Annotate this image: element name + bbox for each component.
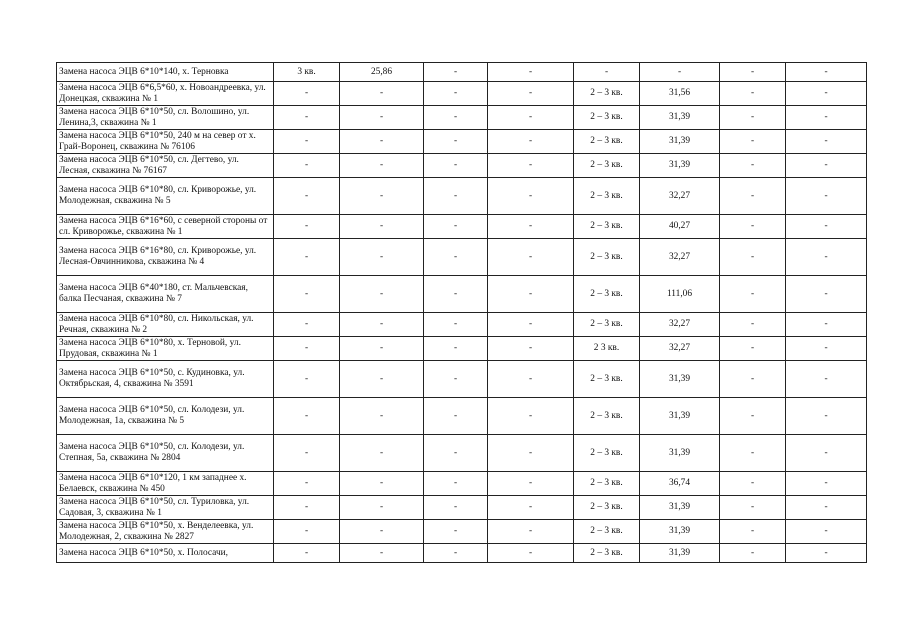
table-cell: 31,39 [640,435,720,472]
table-row [57,215,867,239]
table-cell: 2 – 3 кв. [574,313,640,337]
table-cell: - [786,472,867,496]
table-cell: - [488,435,574,472]
table-cell: 31,39 [640,496,720,520]
table-cell: - [274,472,340,496]
table-row [57,154,867,178]
table-cell: - [786,520,867,544]
table-cell: - [340,106,424,130]
row-description: Замена насоса ЭЦВ 6*10*50, 240 м на север от х. Грай-Воронец, скважина № 76106 [57,130,274,154]
table-cell: - [488,472,574,496]
table-cell: - [274,313,340,337]
table-row [57,178,867,215]
table-cell: - [274,361,340,398]
table-cell: - [786,106,867,130]
table-cell: - [340,154,424,178]
table-cell: - [786,82,867,106]
table-cell: - [786,276,867,313]
table-cell: - [786,544,867,563]
table-cell: - [424,106,488,130]
table-cell: - [274,398,340,435]
table-cell: 2 – 3 кв. [574,154,640,178]
table-row [57,106,867,130]
table-cell: - [424,239,488,276]
row-description: Замена насоса ЭЦВ 6*10*80, сл. Никольская, ул. Речная, скважина № 2 [57,313,274,337]
table-cell: 3 кв. [274,63,340,82]
row-description: Замена насоса ЭЦВ 6*10*50, сл. Туриловка, ул. Садовая, 3, скважина № 1 [57,496,274,520]
table-cell: - [274,215,340,239]
table-cell: - [424,337,488,361]
table-cell: - [340,313,424,337]
table-row [57,398,867,435]
table-cell: - [786,313,867,337]
table-row [57,520,867,544]
table-cell: - [424,361,488,398]
row-description: Замена насоса ЭЦВ 6*40*180, ст. Мальчевская, балка Песчаная, скважина № 7 [57,276,274,313]
table-cell: - [424,398,488,435]
table-cell: - [786,63,867,82]
table-cell: 32,27 [640,313,720,337]
row-description: Замена насоса ЭЦВ 6*10*140, х. Терновка [57,63,274,82]
table-cell: - [720,496,786,520]
table-cell: - [274,544,340,563]
table-cell: - [786,215,867,239]
row-description: Замена насоса ЭЦВ 6*10*50, сл. Волошино, ул. Ленина,3, скважина № 1 [57,106,274,130]
table-cell: - [274,82,340,106]
table-cell: - [786,337,867,361]
table-cell: - [274,496,340,520]
table-cell: 2 – 3 кв. [574,496,640,520]
table-cell: - [720,435,786,472]
table-cell: - [720,154,786,178]
table-cell: - [720,276,786,313]
table-cell: - [340,496,424,520]
table-cell: - [720,130,786,154]
table-cell: - [720,239,786,276]
table-cell: - [488,63,574,82]
table-cell: - [340,178,424,215]
table-cell: - [424,130,488,154]
table-cell: - [488,313,574,337]
table-cell: - [720,398,786,435]
table-cell: - [786,154,867,178]
row-description: Замена насоса ЭЦВ 6*16*60, с северной стороны от сл. Криворожье, скважина № 1 [57,215,274,239]
table-cell: - [488,178,574,215]
table-row [57,82,867,106]
table-cell: - [720,361,786,398]
table-cell: 2 – 3 кв. [574,398,640,435]
table-cell: - [720,544,786,563]
row-description: Замена насоса ЭЦВ 6*10*50, х. Венделеевка, ул. Молодежная, 2, скважина № 2827 [57,520,274,544]
table-cell: 31,39 [640,106,720,130]
table-cell: - [424,63,488,82]
table-cell: 32,27 [640,178,720,215]
table-cell: 2 – 3 кв. [574,82,640,106]
table-cell: - [720,106,786,130]
row-description: Замена насоса ЭЦВ 6*10*50, сл. Колодези, ул. Молодежная, 1а, скважина № 5 [57,398,274,435]
row-description: Замена насоса ЭЦВ 6*10*50, с. Кудиновка, ул. Октябрьская, 4, скважина № 3591 [57,361,274,398]
table-cell: - [424,215,488,239]
row-description: Замена насоса ЭЦВ 6*16*80, сл. Криворожье, ул. Лесная-Овчинникова, скважина № 4 [57,239,274,276]
table-cell: - [786,361,867,398]
table-row [57,361,867,398]
table-cell: - [424,496,488,520]
table-cell: - [720,337,786,361]
table-cell: - [424,313,488,337]
table-cell: - [488,520,574,544]
table-cell: - [424,544,488,563]
table-cell: 2 – 3 кв. [574,276,640,313]
table-cell: 2 – 3 кв. [574,106,640,130]
row-description: Замена насоса ЭЦВ 6*10*120, 1 км западнее х. Белаевск, скважина № 450 [57,472,274,496]
table-cell: 2 – 3 кв. [574,178,640,215]
table-cell: - [274,435,340,472]
table-cell: 2 3 кв. [574,337,640,361]
table-cell: - [786,239,867,276]
table-cell: - [786,496,867,520]
table-cell: - [488,276,574,313]
table-cell: - [720,178,786,215]
table-cell: 2 – 3 кв. [574,361,640,398]
row-description: Замена насоса ЭЦВ 6*10*50, сл. Дегтево, ул. Лесная, скважина № 76167 [57,154,274,178]
table-cell: - [786,178,867,215]
row-description: Замена насоса ЭЦВ 6*10*80, сл. Криворожье, ул. Молодежная, скважина № 5 [57,178,274,215]
table-cell: - [488,337,574,361]
table-cell: - [424,82,488,106]
table-cell: - [424,435,488,472]
table-cell: - [640,63,720,82]
table-cell: 2 – 3 кв. [574,544,640,563]
table-cell: 36,74 [640,472,720,496]
table-cell: 31,39 [640,398,720,435]
table-row [57,496,867,520]
table-cell: - [720,215,786,239]
table-cell: - [488,106,574,130]
table-cell: - [786,435,867,472]
table-row [57,276,867,313]
table-cell: 25,86 [340,63,424,82]
table-cell: - [488,82,574,106]
table-cell: - [274,154,340,178]
table-cell: 31,39 [640,130,720,154]
table-cell: - [340,130,424,154]
table-cell: - [720,472,786,496]
table-cell: 32,27 [640,337,720,361]
table-cell: - [720,520,786,544]
table-cell: - [274,276,340,313]
table-cell: 2 – 3 кв. [574,215,640,239]
row-description: Замена насоса ЭЦВ 6*10*50, сл. Колодези, ул. Степная, 5а, скважина № 2804 [57,435,274,472]
table-cell: 2 – 3 кв. [574,472,640,496]
table-cell: 111,06 [640,276,720,313]
table-row [57,313,867,337]
table-cell: - [488,544,574,563]
table-cell: 31,39 [640,520,720,544]
table-cell: - [340,544,424,563]
table-cell: 32,27 [640,239,720,276]
table-cell: - [274,239,340,276]
table-cell: - [340,276,424,313]
table-row [57,337,867,361]
pump-replacement-table [56,62,867,563]
table-row [57,472,867,496]
table-cell: - [424,520,488,544]
row-description: Замена насоса ЭЦВ 6*10*50, х. Полосачи, [57,544,274,563]
table-cell: - [340,398,424,435]
table-row [57,63,867,82]
table-cell: - [274,337,340,361]
table-cell: - [274,130,340,154]
table-cell: - [424,178,488,215]
table-cell: - [340,435,424,472]
table-cell: 40,27 [640,215,720,239]
table-cell: - [786,398,867,435]
table-cell: - [720,63,786,82]
table-cell: 31,39 [640,544,720,563]
table-cell: - [424,154,488,178]
table-cell: - [488,215,574,239]
table-cell: - [340,361,424,398]
table-cell: - [424,472,488,496]
table-cell: - [488,361,574,398]
table-cell: - [274,106,340,130]
table-cell: 31,39 [640,154,720,178]
table-cell: - [340,82,424,106]
row-description: Замена насоса ЭЦВ 6*10*80, х. Терновой, ул. Прудовая, скважина № 1 [57,337,274,361]
table-cell: 2 – 3 кв. [574,520,640,544]
table-cell: - [340,239,424,276]
table-cell: - [340,520,424,544]
table-cell: - [720,313,786,337]
table-cell: - [274,178,340,215]
table-cell: - [488,398,574,435]
table-cell: - [274,520,340,544]
table-cell: - [340,337,424,361]
table-cell: - [340,215,424,239]
table-cell: 2 – 3 кв. [574,130,640,154]
table-row [57,239,867,276]
table-row [57,544,867,563]
table-cell: - [424,276,488,313]
table-cell: - [488,130,574,154]
table-cell: - [340,472,424,496]
table-cell: - [488,239,574,276]
table-cell: - [574,63,640,82]
table-cell: 31,39 [640,361,720,398]
table-cell: - [786,130,867,154]
table-cell: 31,56 [640,82,720,106]
table-cell: 2 – 3 кв. [574,239,640,276]
table-row [57,130,867,154]
table-cell: 2 – 3 кв. [574,435,640,472]
row-description: Замена насоса ЭЦВ 6*6,5*60, х. Новоандреевка, ул. Донецкая, скважина № 1 [57,82,274,106]
table-row [57,435,867,472]
table-cell: - [488,496,574,520]
table-cell: - [488,154,574,178]
table-cell: - [720,82,786,106]
